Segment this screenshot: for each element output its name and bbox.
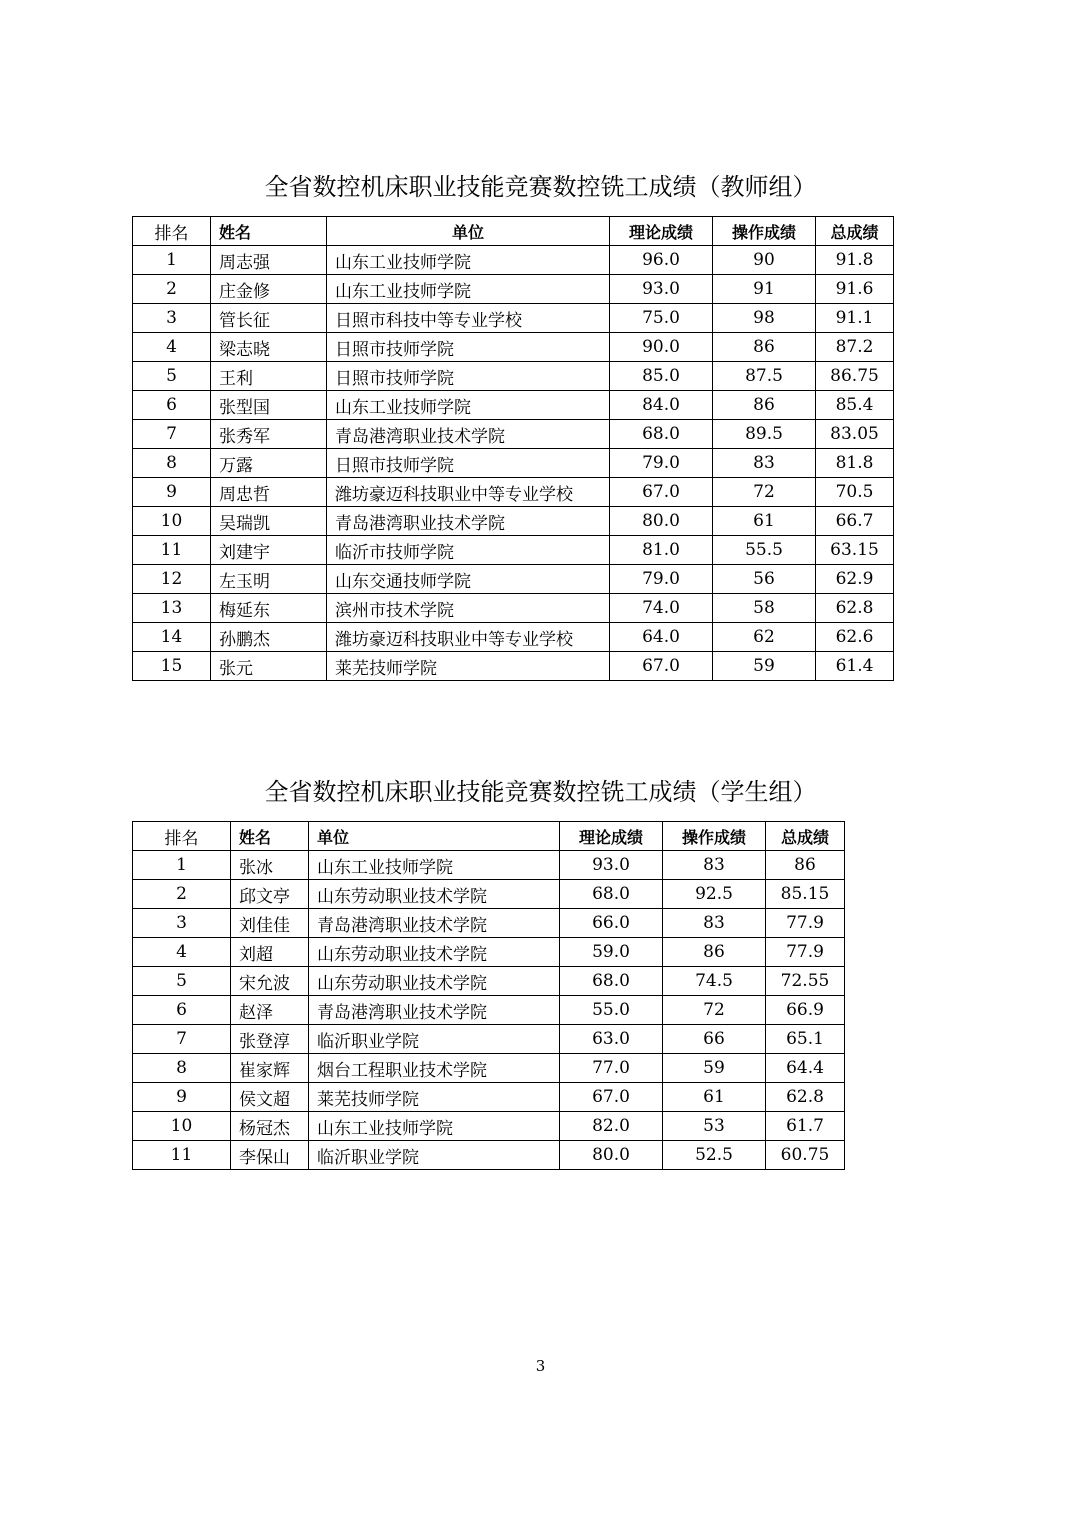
table-row: [133, 652, 894, 681]
name-cell: 张秀军: [211, 420, 327, 449]
total-score-cell: 61.7: [766, 1112, 845, 1141]
rank-cell: 10: [133, 507, 211, 536]
total-score-cell: 77.9: [766, 938, 845, 967]
total-score-cell: 81.8: [816, 449, 894, 478]
name-cell: 管长征: [211, 304, 327, 333]
name-cell: 梁志晓: [211, 333, 327, 362]
total-score-cell: 85.4: [816, 391, 894, 420]
rank-cell: 4: [133, 938, 231, 967]
total-score-cell: 65.1: [766, 1025, 845, 1054]
theory-score-cell: 79.0: [610, 449, 713, 478]
total-score-cell: 87.2: [816, 333, 894, 362]
name-cell: 崔家辉: [231, 1054, 309, 1083]
name-cell: 赵泽: [231, 996, 309, 1025]
name-cell: 吴瑞凯: [211, 507, 327, 536]
student-table-body: [133, 851, 845, 1170]
table-row: [133, 536, 894, 565]
rank-cell: 11: [133, 536, 211, 565]
practice-score-cell: 83: [663, 851, 766, 880]
header-total: 总成绩: [766, 822, 845, 851]
unit-cell: 山东劳动职业技术学院: [309, 967, 560, 996]
table-row: [133, 333, 894, 362]
practice-score-cell: 62: [713, 623, 816, 652]
rank-cell: 1: [133, 851, 231, 880]
unit-cell: 青岛港湾职业技术学院: [327, 507, 610, 536]
header-practice: 操作成绩: [663, 822, 766, 851]
practice-score-cell: 86: [713, 391, 816, 420]
table-row: [133, 362, 894, 391]
total-score-cell: 91.6: [816, 275, 894, 304]
name-cell: 杨冠杰: [231, 1112, 309, 1141]
total-score-cell: 86.75: [816, 362, 894, 391]
name-cell: 庄金修: [211, 275, 327, 304]
header-unit: 单位: [309, 822, 560, 851]
unit-cell: 临沂市技师学院: [327, 536, 610, 565]
table-header-row: [133, 217, 894, 246]
teacher-table-title: 全省数控机床职业技能竞赛数控铣工成绩（教师组）: [264, 173, 817, 201]
header-rank: 排名: [133, 217, 211, 246]
theory-score-cell: 90.0: [610, 333, 713, 362]
unit-cell: 日照市科技中等专业学校: [327, 304, 610, 333]
rank-cell: 9: [133, 478, 211, 507]
practice-score-cell: 56: [713, 565, 816, 594]
unit-cell: 滨州市技术学院: [327, 594, 610, 623]
unit-cell: 山东劳动职业技术学院: [309, 880, 560, 909]
header-rank: 排名: [133, 822, 231, 851]
unit-cell: 青岛港湾职业技术学院: [309, 909, 560, 938]
table-row: [133, 938, 845, 967]
practice-score-cell: 61: [663, 1083, 766, 1112]
rank-cell: 2: [133, 880, 231, 909]
header-unit: 单位: [327, 217, 610, 246]
rank-cell: 9: [133, 1083, 231, 1112]
practice-score-cell: 92.5: [663, 880, 766, 909]
rank-cell: 6: [133, 391, 211, 420]
practice-score-cell: 66: [663, 1025, 766, 1054]
name-cell: 李保山: [231, 1141, 309, 1170]
rank-cell: 14: [133, 623, 211, 652]
unit-cell: 潍坊豪迈科技职业中等专业学校: [327, 478, 610, 507]
name-cell: 张登淳: [231, 1025, 309, 1054]
name-cell: 刘建宇: [211, 536, 327, 565]
table-row: [133, 246, 894, 275]
unit-cell: 日照市技师学院: [327, 449, 610, 478]
rank-cell: 3: [133, 909, 231, 938]
theory-score-cell: 59.0: [560, 938, 663, 967]
rank-cell: 10: [133, 1112, 231, 1141]
rank-cell: 15: [133, 652, 211, 681]
total-score-cell: 66.9: [766, 996, 845, 1025]
rank-cell: 5: [133, 362, 211, 391]
practice-score-cell: 87.5: [713, 362, 816, 391]
name-cell: 万露: [211, 449, 327, 478]
table-row: [133, 507, 894, 536]
rank-cell: 2: [133, 275, 211, 304]
practice-score-cell: 72: [663, 996, 766, 1025]
unit-cell: 日照市技师学院: [327, 333, 610, 362]
total-score-cell: 91.1: [816, 304, 894, 333]
name-cell: 侯文超: [231, 1083, 309, 1112]
practice-score-cell: 58: [713, 594, 816, 623]
name-cell: 孙鹏杰: [211, 623, 327, 652]
table-row: [133, 623, 894, 652]
total-score-cell: 62.8: [816, 594, 894, 623]
theory-score-cell: 64.0: [610, 623, 713, 652]
theory-score-cell: 77.0: [560, 1054, 663, 1083]
rank-cell: 7: [133, 420, 211, 449]
theory-score-cell: 82.0: [560, 1112, 663, 1141]
table-row: [133, 1141, 845, 1170]
rank-cell: 1: [133, 246, 211, 275]
table-row: [133, 565, 894, 594]
rank-cell: 3: [133, 304, 211, 333]
name-cell: 张型国: [211, 391, 327, 420]
unit-cell: 青岛港湾职业技术学院: [309, 996, 560, 1025]
rank-cell: 5: [133, 967, 231, 996]
practice-score-cell: 61: [713, 507, 816, 536]
practice-score-cell: 91: [713, 275, 816, 304]
practice-score-cell: 74.5: [663, 967, 766, 996]
unit-cell: 莱芜技师学院: [309, 1083, 560, 1112]
table-row: [133, 967, 845, 996]
unit-cell: 山东劳动职业技术学院: [309, 938, 560, 967]
table-row: [133, 880, 845, 909]
total-score-cell: 91.8: [816, 246, 894, 275]
table-row: [133, 594, 894, 623]
table-row: [133, 478, 894, 507]
table-row: [133, 1054, 845, 1083]
theory-score-cell: 79.0: [610, 565, 713, 594]
table-row: [133, 996, 845, 1025]
header-practice: 操作成绩: [713, 217, 816, 246]
rank-cell: 11: [133, 1141, 231, 1170]
table-row: [133, 304, 894, 333]
total-score-cell: 86: [766, 851, 845, 880]
rank-cell: 6: [133, 996, 231, 1025]
name-cell: 宋允波: [231, 967, 309, 996]
name-cell: 刘佳佳: [231, 909, 309, 938]
rank-cell: 7: [133, 1025, 231, 1054]
theory-score-cell: 68.0: [560, 880, 663, 909]
teacher-table-body: [133, 246, 894, 681]
theory-score-cell: 80.0: [610, 507, 713, 536]
unit-cell: 山东工业技师学院: [309, 851, 560, 880]
name-cell: 左玉明: [211, 565, 327, 594]
name-cell: 张冰: [231, 851, 309, 880]
header-theory: 理论成绩: [610, 217, 713, 246]
theory-score-cell: 68.0: [560, 967, 663, 996]
unit-cell: 潍坊豪迈科技职业中等专业学校: [327, 623, 610, 652]
practice-score-cell: 86: [663, 938, 766, 967]
header-theory: 理论成绩: [560, 822, 663, 851]
practice-score-cell: 86: [713, 333, 816, 362]
total-score-cell: 60.75: [766, 1141, 845, 1170]
total-score-cell: 62.6: [816, 623, 894, 652]
table-row: [133, 909, 845, 938]
name-cell: 王利: [211, 362, 327, 391]
total-score-cell: 62.8: [766, 1083, 845, 1112]
practice-score-cell: 90: [713, 246, 816, 275]
table-row: [133, 1112, 845, 1141]
page-number: 3: [535, 1357, 546, 1375]
unit-cell: 烟台工程职业技术学院: [309, 1054, 560, 1083]
teacher-results-table: [132, 216, 894, 681]
theory-score-cell: 55.0: [560, 996, 663, 1025]
total-score-cell: 66.7: [816, 507, 894, 536]
unit-cell: 山东工业技师学院: [309, 1112, 560, 1141]
header-total: 总成绩: [816, 217, 894, 246]
practice-score-cell: 98: [713, 304, 816, 333]
unit-cell: 青岛港湾职业技术学院: [327, 420, 610, 449]
practice-score-cell: 59: [713, 652, 816, 681]
practice-score-cell: 59: [663, 1054, 766, 1083]
theory-score-cell: 75.0: [610, 304, 713, 333]
total-score-cell: 61.4: [816, 652, 894, 681]
theory-score-cell: 96.0: [610, 246, 713, 275]
total-score-cell: 63.15: [816, 536, 894, 565]
name-cell: 张元: [211, 652, 327, 681]
theory-score-cell: 85.0: [610, 362, 713, 391]
practice-score-cell: 83: [663, 909, 766, 938]
table-row: [133, 851, 845, 880]
table-row: [133, 1025, 845, 1054]
theory-score-cell: 84.0: [610, 391, 713, 420]
practice-score-cell: 53: [663, 1112, 766, 1141]
unit-cell: 山东工业技师学院: [327, 391, 610, 420]
total-score-cell: 72.55: [766, 967, 845, 996]
total-score-cell: 64.4: [766, 1054, 845, 1083]
theory-score-cell: 67.0: [610, 478, 713, 507]
total-score-cell: 83.05: [816, 420, 894, 449]
total-score-cell: 70.5: [816, 478, 894, 507]
table-row: [133, 420, 894, 449]
rank-cell: 8: [133, 449, 211, 478]
rank-cell: 4: [133, 333, 211, 362]
unit-cell: 临沂职业学院: [309, 1141, 560, 1170]
unit-cell: 日照市技师学院: [327, 362, 610, 391]
practice-score-cell: 89.5: [713, 420, 816, 449]
name-cell: 刘超: [231, 938, 309, 967]
practice-score-cell: 83: [713, 449, 816, 478]
table-row: [133, 449, 894, 478]
theory-score-cell: 67.0: [610, 652, 713, 681]
unit-cell: 山东工业技师学院: [327, 246, 610, 275]
total-score-cell: 62.9: [816, 565, 894, 594]
practice-score-cell: 72: [713, 478, 816, 507]
student-table-title: 全省数控机床职业技能竞赛数控铣工成绩（学生组）: [264, 778, 817, 806]
unit-cell: 临沂职业学院: [309, 1025, 560, 1054]
unit-cell: 莱芜技师学院: [327, 652, 610, 681]
table-row: [133, 391, 894, 420]
unit-cell: 山东交通技师学院: [327, 565, 610, 594]
unit-cell: 山东工业技师学院: [327, 275, 610, 304]
theory-score-cell: 93.0: [610, 275, 713, 304]
name-cell: 邱文亭: [231, 880, 309, 909]
table-header-row: [133, 822, 845, 851]
theory-score-cell: 74.0: [610, 594, 713, 623]
total-score-cell: 77.9: [766, 909, 845, 938]
theory-score-cell: 93.0: [560, 851, 663, 880]
theory-score-cell: 63.0: [560, 1025, 663, 1054]
table-row: [133, 1083, 845, 1112]
practice-score-cell: 52.5: [663, 1141, 766, 1170]
student-results-table: [132, 821, 845, 1170]
rank-cell: 8: [133, 1054, 231, 1083]
rank-cell: 13: [133, 594, 211, 623]
name-cell: 周忠哲: [211, 478, 327, 507]
theory-score-cell: 81.0: [610, 536, 713, 565]
theory-score-cell: 67.0: [560, 1083, 663, 1112]
rank-cell: 12: [133, 565, 211, 594]
table-row: [133, 275, 894, 304]
total-score-cell: 85.15: [766, 880, 845, 909]
theory-score-cell: 80.0: [560, 1141, 663, 1170]
header-name: 姓名: [231, 822, 309, 851]
header-name: 姓名: [211, 217, 327, 246]
theory-score-cell: 68.0: [610, 420, 713, 449]
name-cell: 周志强: [211, 246, 327, 275]
practice-score-cell: 55.5: [713, 536, 816, 565]
name-cell: 梅延东: [211, 594, 327, 623]
theory-score-cell: 66.0: [560, 909, 663, 938]
